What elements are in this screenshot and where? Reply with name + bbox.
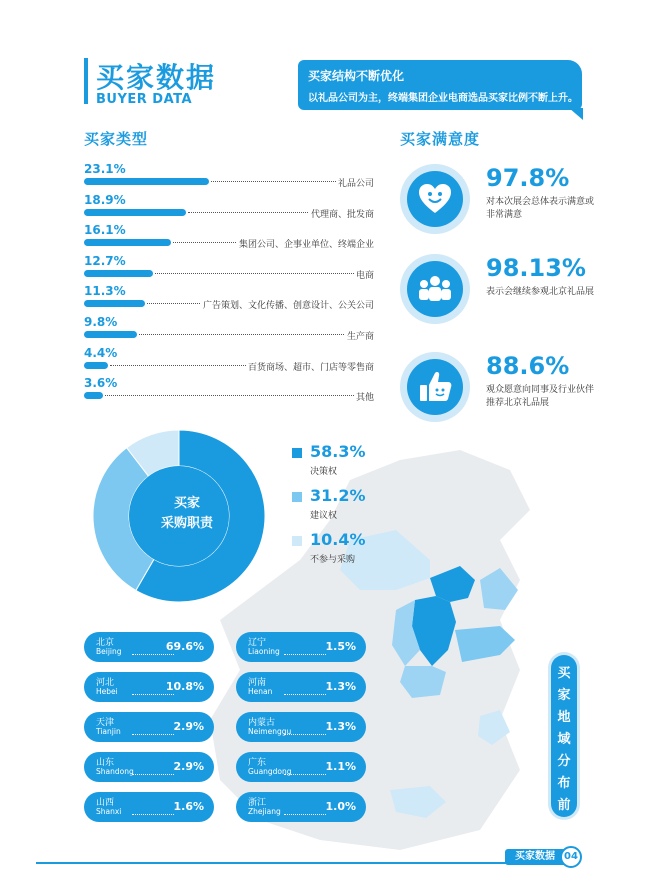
- buyer-type-leader-line: [105, 395, 374, 396]
- satisfaction-item: [400, 254, 620, 334]
- footer-label: 买家数据: [505, 849, 565, 865]
- buyer-type-percent: 16.1%: [84, 223, 126, 238]
- buyer-type-label: 代理商、批发商: [309, 207, 374, 220]
- region-pill: [236, 712, 366, 742]
- buyer-type-percent: 18.9%: [84, 192, 126, 207]
- donut-title-line2: 采购职责: [160, 516, 213, 531]
- region-name-en: Tianjin: [96, 727, 121, 736]
- region-leader-line: [132, 734, 174, 735]
- region-name-cn: 内蒙古: [248, 718, 276, 728]
- buyer-type-bar: [84, 239, 171, 246]
- donut-title-line1: 买家: [173, 496, 200, 511]
- legend-item: [292, 442, 412, 482]
- badge-char: 十: [557, 820, 571, 835]
- region-name-cn: 山东: [96, 758, 115, 768]
- legend-item: [292, 530, 412, 570]
- region-name-en: Zhejiang: [248, 807, 281, 816]
- legend-value: 10.4%: [310, 530, 366, 549]
- buyer-type-bar: [84, 209, 186, 216]
- buyer-type-row: [84, 254, 374, 284]
- region-value: 1.3%: [325, 720, 356, 733]
- donut-center-title: [144, 494, 230, 534]
- region-name-en: Guangdong: [248, 767, 292, 776]
- buyer-type-bar: [84, 270, 153, 277]
- region-pill: [236, 672, 366, 702]
- page-number: 04: [560, 846, 582, 868]
- region-leader-line: [284, 734, 326, 735]
- region-name-cn: 山西: [96, 798, 115, 808]
- buyer-type-bar: [84, 392, 103, 399]
- buyer-type-bar: [84, 178, 209, 185]
- region-value: 1.6%: [173, 800, 204, 813]
- region-leader-line: [284, 654, 326, 655]
- buyer-type-percent: 3.6%: [84, 376, 118, 391]
- region-pill: [84, 752, 214, 782]
- region-pill: [236, 792, 366, 822]
- buyer-type-row: [84, 315, 374, 345]
- region-value: 2.9%: [173, 760, 204, 773]
- satisfaction-desc: 对本次展会总体表示满意或非常满意: [486, 197, 595, 220]
- satisfaction-desc: 观众愿意向同事及行业伙伴推荐北京礼品展: [486, 385, 595, 408]
- region-pill: [84, 632, 214, 662]
- badge-char: 布: [557, 776, 571, 791]
- region-name-cn: 浙江: [248, 798, 267, 808]
- region-leader-line: [132, 774, 174, 775]
- buyer-type-label: 礼品公司: [336, 176, 374, 189]
- buyer-type-bar: [84, 331, 137, 338]
- satisfaction-item: [400, 352, 620, 432]
- satisfaction-title: 买家满意度: [400, 130, 481, 148]
- region-leader-line: [284, 774, 326, 775]
- buyer-types-title: 买家类型: [84, 130, 149, 148]
- legend-label: 建议权: [310, 511, 338, 521]
- buyer-type-label: 广告策划、文化传播、创意设计、公关公司: [201, 298, 374, 311]
- people-group-icon: [407, 261, 463, 317]
- buyer-type-label: 电商: [354, 268, 374, 281]
- satisfaction-value: 98.13%: [486, 254, 586, 282]
- region-name-en: Hebei: [96, 687, 118, 696]
- region-name-cn: 广东: [248, 758, 267, 768]
- region-value: 1.1%: [325, 760, 356, 773]
- region-leader-line: [132, 654, 174, 655]
- buyer-type-row: [84, 346, 374, 376]
- region-name-en: Neimenggu: [248, 727, 292, 736]
- buyer-type-percent: 4.4%: [84, 345, 118, 360]
- smiley-heart-icon: [407, 171, 463, 227]
- buyer-type-percent: 23.1%: [84, 162, 126, 176]
- region-name-en: Beijing: [96, 647, 122, 656]
- satisfaction-item: [400, 164, 620, 244]
- callout-title: 买家结构不断优化: [308, 69, 405, 83]
- region-name-cn: 辽宁: [248, 638, 267, 648]
- region-leader-line: [132, 814, 174, 815]
- satisfaction-value: 88.6%: [486, 352, 570, 380]
- page-subtitle: BUYER DATA: [96, 92, 193, 107]
- satisfaction-ring: [400, 352, 470, 422]
- legend-value: 58.3%: [310, 442, 366, 461]
- region-value: 1.3%: [325, 680, 356, 693]
- region-value: 69.6%: [165, 640, 204, 653]
- region-name-cn: 北京: [96, 638, 115, 648]
- page-title: 买家数据: [96, 61, 217, 94]
- badge-char: 地: [557, 710, 571, 725]
- satisfaction-ring: [400, 254, 470, 324]
- region-pill: [236, 752, 366, 782]
- buyer-type-percent: 9.8%: [84, 315, 118, 329]
- region-pill: [84, 672, 214, 702]
- satisfaction-desc: 表示会继续参观北京礼品展: [486, 287, 595, 297]
- region-value: 10.8%: [165, 680, 204, 693]
- region-top10-badge: [548, 652, 580, 835]
- badge-char: 分: [557, 754, 571, 769]
- region-pill: [84, 792, 214, 822]
- title-accent-bar: [84, 58, 88, 104]
- legend-label: 决策权: [310, 467, 338, 477]
- buyer-type-label: 集团公司、企事业单位、终端企业: [237, 237, 374, 250]
- legend-label: 不参与采购: [310, 555, 356, 565]
- region-name-en: Liaoning: [248, 647, 280, 656]
- region-name-cn: 河南: [248, 678, 267, 688]
- buyer-type-percent: 11.3%: [84, 284, 126, 299]
- buyer-type-label: 百货商场、超市、门店等零售商: [246, 360, 374, 373]
- legend-item: [292, 486, 412, 526]
- buyer-type-label: 生产商: [345, 329, 374, 342]
- region-value: 1.5%: [325, 640, 356, 653]
- region-leader-line: [132, 694, 174, 695]
- badge-char: 域: [557, 732, 571, 747]
- legend-swatch: [292, 448, 302, 458]
- buyer-type-row: [84, 223, 374, 253]
- region-leader-line: [284, 814, 326, 815]
- buyer-type-percent: 12.7%: [84, 253, 126, 268]
- legend-swatch: [292, 536, 302, 546]
- region-value: 2.9%: [173, 720, 204, 733]
- footer-line: [36, 862, 576, 864]
- badge-char: 买: [557, 666, 571, 681]
- satisfaction-ring: [400, 164, 470, 234]
- buyer-type-leader-line: [155, 273, 374, 274]
- buyer-type-label: 其他: [354, 390, 374, 403]
- buyer-type-bar: [84, 362, 108, 369]
- region-name-en: Shandong: [96, 767, 134, 776]
- buyer-type-row: [84, 193, 374, 223]
- buyer-type-leader-line: [139, 334, 374, 335]
- legend-value: 31.2%: [310, 486, 366, 505]
- region-name-cn: 河北: [96, 678, 115, 688]
- buyer-type-row: [84, 162, 374, 192]
- region-pill: [84, 712, 214, 742]
- badge-char: 家: [557, 688, 571, 703]
- satisfaction-value: 97.8%: [486, 164, 570, 192]
- region-name-cn: 天津: [96, 718, 115, 728]
- legend-swatch: [292, 492, 302, 502]
- thumbs-up-icon: [407, 359, 463, 415]
- buyer-type-row: [84, 284, 374, 314]
- buyer-type-row: [84, 376, 374, 406]
- badge-char: 前: [557, 798, 571, 813]
- callout-text: 以礼品公司为主，终端集团企业电商选品买家比例不断上升。: [308, 93, 578, 104]
- callout-box: [298, 60, 582, 110]
- region-name-en: Shanxi: [96, 807, 122, 816]
- region-name-en: Henan: [248, 687, 273, 696]
- buyer-type-bar: [84, 300, 145, 307]
- region-leader-line: [284, 694, 326, 695]
- region-pill: [236, 632, 366, 662]
- region-value: 1.0%: [325, 800, 356, 813]
